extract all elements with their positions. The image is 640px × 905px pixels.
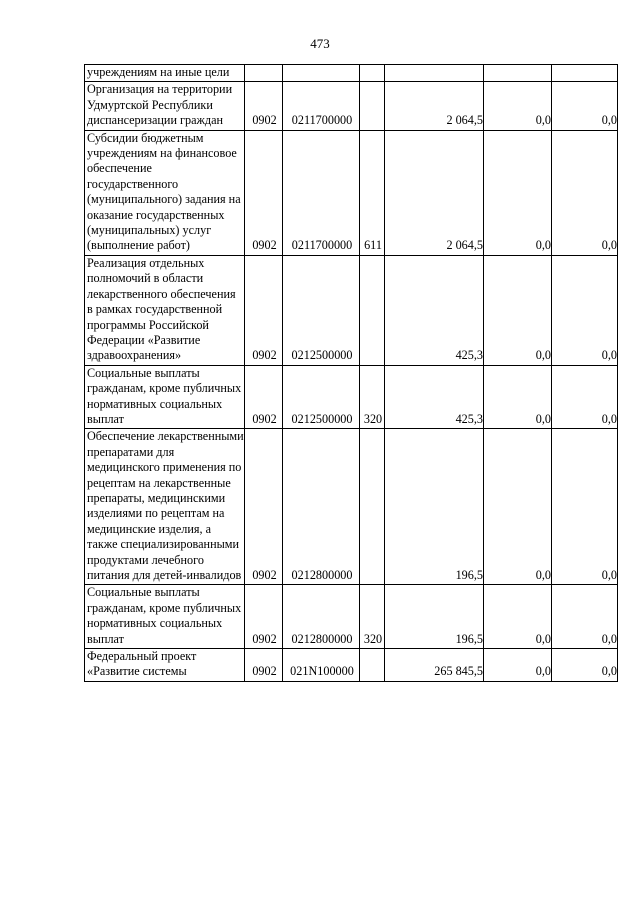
amount-2: 0,0: [484, 255, 552, 365]
amount-3: [552, 65, 618, 82]
amount-2: 0,0: [484, 82, 552, 130]
table-body: [85, 65, 618, 682]
table-row: [85, 255, 618, 365]
amount-2: 0,0: [484, 649, 552, 682]
amount-3: 0,0: [552, 429, 618, 585]
amount-3: 0,0: [552, 130, 618, 255]
target-code: 0212800000: [283, 429, 360, 585]
amount-3: 0,0: [552, 255, 618, 365]
section-code: 0902: [245, 365, 283, 429]
target-code: 0211700000: [283, 82, 360, 130]
amount-2: 0,0: [484, 365, 552, 429]
amount-3: 0,0: [552, 365, 618, 429]
amount-2: 0,0: [484, 130, 552, 255]
page-number: 473: [310, 36, 330, 51]
section-code: 0902: [245, 429, 283, 585]
target-code: 0211700000: [283, 130, 360, 255]
amount-2: 0,0: [484, 585, 552, 649]
target-code: 0212500000: [283, 255, 360, 365]
budget-table: [84, 64, 618, 682]
table-row: [85, 82, 618, 130]
target-code: 0212500000: [283, 365, 360, 429]
expense-type: [360, 649, 385, 682]
amount-2: [484, 65, 552, 82]
section-code: 0902: [245, 649, 283, 682]
amount-1: 425,3: [385, 365, 484, 429]
section-code: 0902: [245, 585, 283, 649]
section-code: 0902: [245, 130, 283, 255]
item-name: учреждениям на иные цели: [85, 65, 245, 82]
expense-type: [360, 82, 385, 130]
target-code: 0212800000: [283, 585, 360, 649]
section-code: 0902: [245, 82, 283, 130]
amount-1: 425,3: [385, 255, 484, 365]
expense-type: 611: [360, 130, 385, 255]
item-name: Обеспечение лекарственными препаратами для медицинского применения по рецептам на лекарственные препараты, медицинскими изделиями по рецептам на медицинские изделия, а также специализированными продуктами лечебного питания для детей-инвалидов: [85, 429, 245, 585]
amount-1: 2 064,5: [385, 82, 484, 130]
expense-type: [360, 429, 385, 585]
target-code: [283, 65, 360, 82]
amount-3: 0,0: [552, 585, 618, 649]
table-row: [85, 130, 618, 255]
amount-1: 196,5: [385, 585, 484, 649]
item-name: Субсидии бюджетным учреждениям на финансовое обеспечение государственного (муниципального) задания на оказание государственных (муниципальных) услуг (выполнение работ): [85, 130, 245, 255]
expense-type: 320: [360, 585, 385, 649]
amount-2: 0,0: [484, 429, 552, 585]
expense-type: [360, 255, 385, 365]
table-row: [85, 585, 618, 649]
item-name: Социальные выплаты гражданам, кроме публичных нормативных социальных выплат: [85, 365, 245, 429]
item-name: Организация на территории Удмуртской Республики диспансеризации граждан: [85, 82, 245, 130]
item-name: Социальные выплаты гражданам, кроме публичных нормативных социальных выплат: [85, 585, 245, 649]
item-name: Федеральный проект «Развитие системы: [85, 649, 245, 682]
target-code: 021N100000: [283, 649, 360, 682]
amount-1: 265 845,5: [385, 649, 484, 682]
expense-type: [360, 65, 385, 82]
amount-1: 2 064,5: [385, 130, 484, 255]
table-row: [85, 65, 618, 82]
amount-3: 0,0: [552, 649, 618, 682]
item-name: Реализация отдельных полномочий в области лекарственного обеспечения в рамках государственной программы Российской Федерации «Развитие здравоохранения»: [85, 255, 245, 365]
amount-1: [385, 65, 484, 82]
table-row: [85, 365, 618, 429]
section-code: 0902: [245, 255, 283, 365]
section-code: [245, 65, 283, 82]
amount-1: 196,5: [385, 429, 484, 585]
amount-3: 0,0: [552, 82, 618, 130]
expense-type: 320: [360, 365, 385, 429]
table-row: [85, 429, 618, 585]
table-row: [85, 649, 618, 682]
